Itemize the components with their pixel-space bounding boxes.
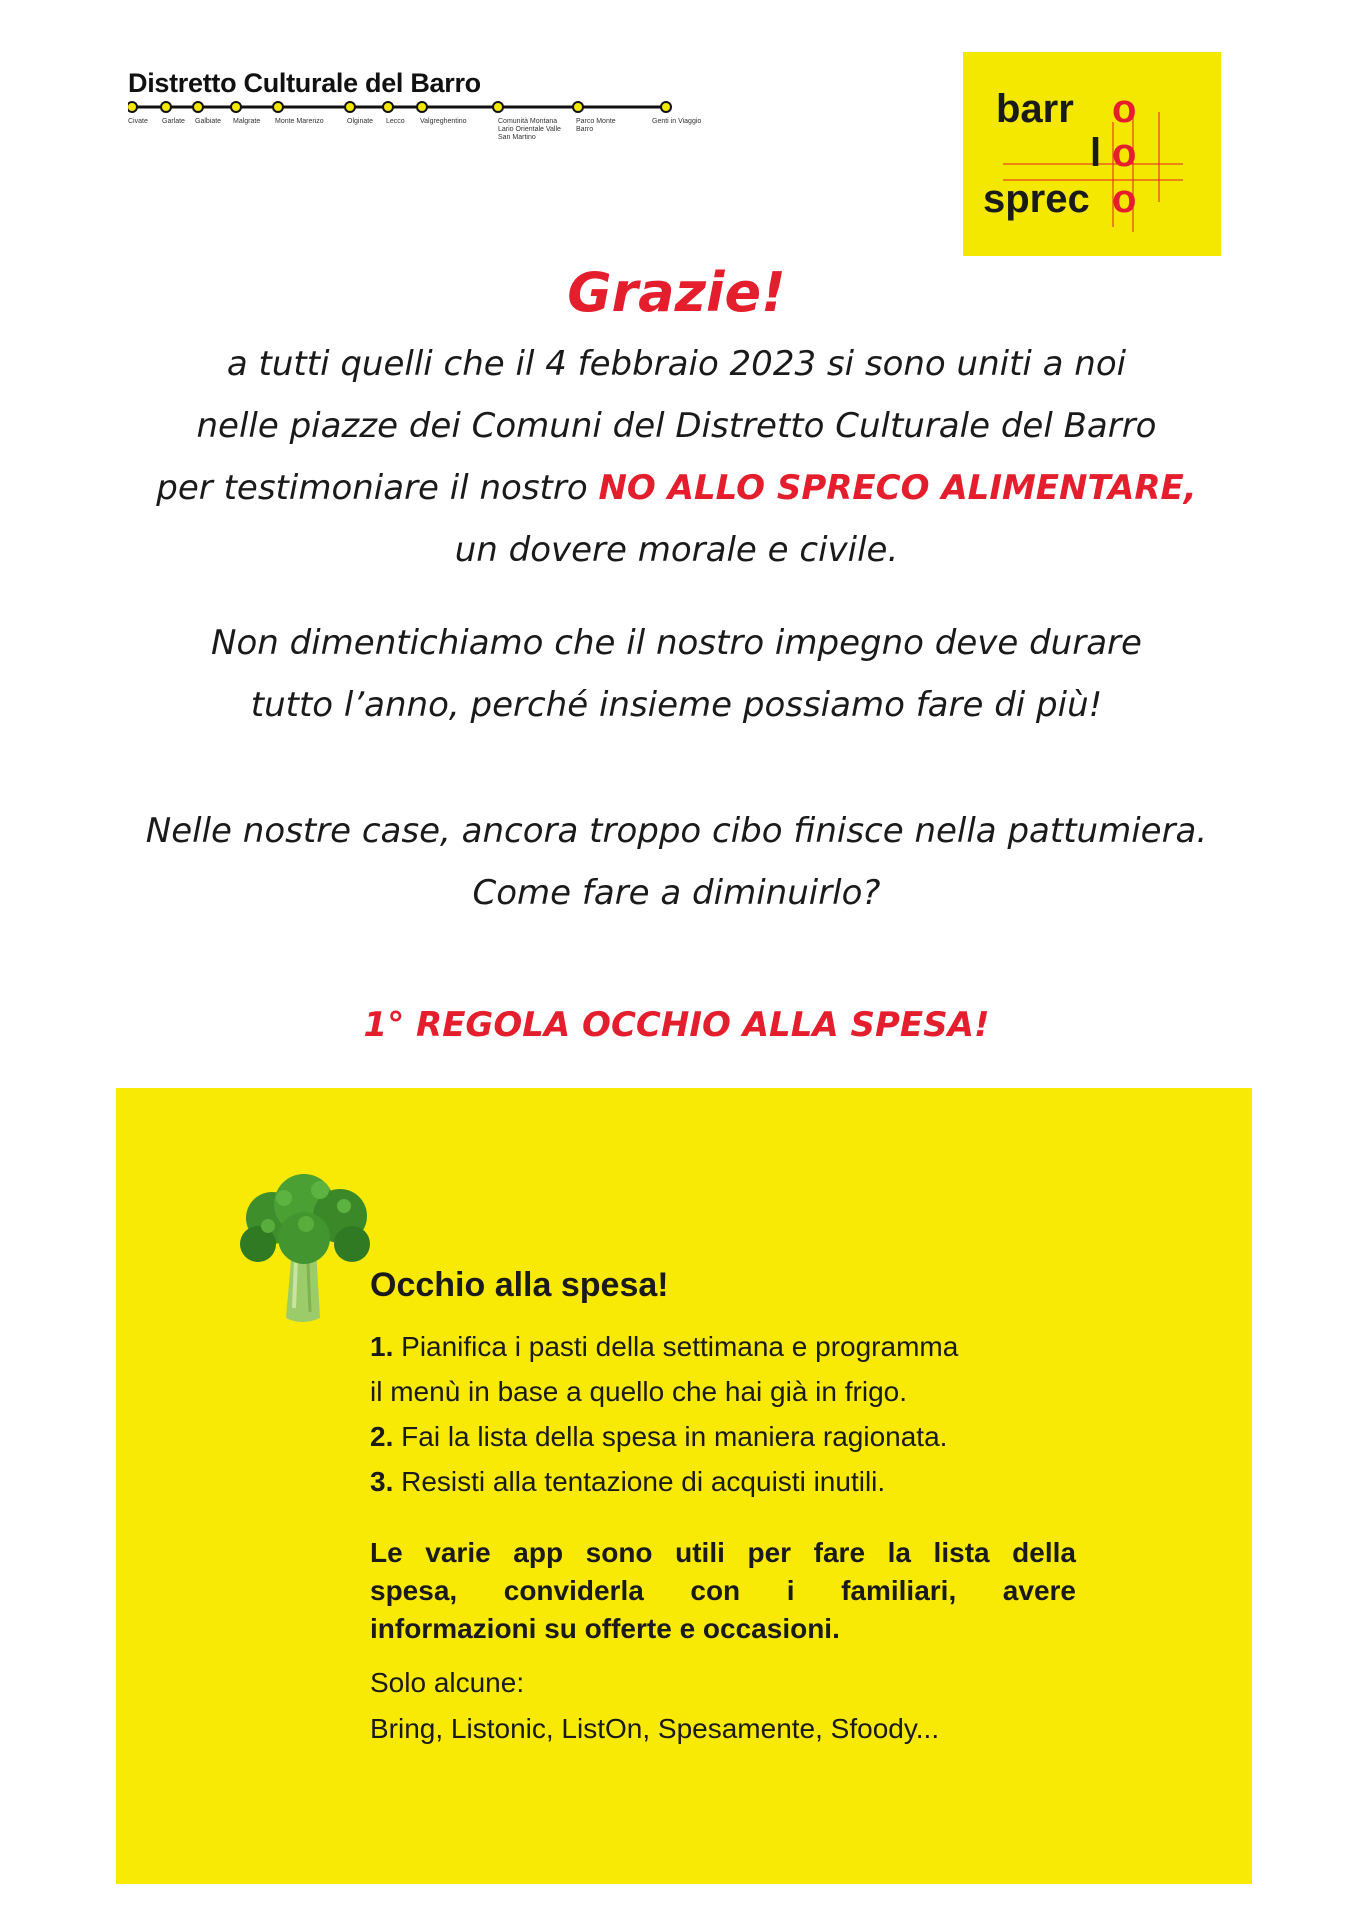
stop-label: Olginate bbox=[347, 118, 374, 125]
list-item bbox=[370, 1459, 958, 1504]
apps-line: informazioni su offerte e occasioni. bbox=[370, 1613, 840, 1644]
stop-label: Monte Marenzo bbox=[275, 118, 324, 125]
list-item bbox=[370, 1369, 958, 1414]
stop-label: Lecco bbox=[386, 118, 405, 125]
stop-label: Parco Monte Barro bbox=[576, 118, 616, 133]
intro-line-text: per testimoniare il nostro bbox=[156, 468, 599, 508]
district-stop-dot bbox=[383, 102, 393, 112]
commitment-paragraph bbox=[0, 612, 1353, 736]
apps-line: Le varie app sono utili per fare la lista della bbox=[370, 1537, 1076, 1568]
tips-list bbox=[370, 1324, 958, 1504]
district-stop-dot bbox=[193, 102, 203, 112]
logo-word-l: l bbox=[1090, 131, 1102, 175]
question-line: Nelle nostre case, ancora troppo cibo finisce nella pattumiera. bbox=[145, 811, 1208, 851]
district-stop-dot bbox=[493, 102, 503, 112]
commitment-line: tutto l’anno, perché insieme possiamo fare di più! bbox=[250, 685, 1103, 725]
district-stop-dot bbox=[231, 102, 241, 112]
barro-lo-spreco-logo bbox=[963, 52, 1221, 256]
item-text: Pianifica i pasti della settimana e programma bbox=[401, 1331, 959, 1362]
item-number: 3. bbox=[370, 1466, 394, 1497]
stop-label: Galbiate bbox=[195, 118, 222, 125]
intro-line: nelle piazze dei Comuni del Distretto Culturale del Barro bbox=[196, 406, 1157, 446]
solo-label: Solo alcune: bbox=[370, 1667, 525, 1698]
district-stop-dot bbox=[345, 102, 355, 112]
district-line-graphic bbox=[128, 98, 718, 118]
stop-label: Valgreghentino bbox=[420, 118, 467, 125]
list-item bbox=[370, 1414, 958, 1459]
apps-paragraph bbox=[370, 1534, 1076, 1648]
apps-examples bbox=[370, 1660, 939, 1752]
tips-card bbox=[116, 1088, 1252, 1884]
stop-label: Garlate bbox=[162, 118, 185, 125]
stop-label: Malgrate bbox=[233, 118, 261, 125]
stop-label: Genti in Viaggio bbox=[652, 118, 702, 125]
logo-letter-o: o bbox=[1112, 177, 1137, 221]
stop-label: Civate bbox=[128, 118, 148, 125]
logo-word-barr: barr bbox=[996, 87, 1074, 131]
district-title: Distretto Culturale del Barro bbox=[128, 68, 481, 98]
intro-line: un dovere morale e civile. bbox=[454, 530, 899, 570]
district-stop-dot bbox=[573, 102, 583, 112]
question-paragraph bbox=[0, 800, 1353, 924]
commitment-line: Non dimentichiamo che il nostro impegno deve durare bbox=[211, 623, 1142, 663]
apps-line: spesa, conviderla con i familiari, avere bbox=[370, 1575, 1076, 1606]
district-stop-dot bbox=[417, 102, 427, 112]
district-stop-dot bbox=[161, 102, 171, 112]
district-stop-dot bbox=[273, 102, 283, 112]
question-line: Come fare a diminuirlo? bbox=[472, 873, 881, 913]
list-item bbox=[370, 1324, 958, 1369]
card-title: Occhio alla spesa! bbox=[370, 1266, 669, 1304]
rule-heading: 1° REGOLA OCCHIO ALLA SPESA! bbox=[363, 1005, 990, 1045]
district-stop-dot bbox=[661, 102, 671, 112]
logo-word-sprec: sprec bbox=[983, 177, 1090, 221]
item-text: Fai la lista della spesa in maniera ragionata. bbox=[401, 1421, 948, 1452]
stop-label: Comunità Montana Lario Orientale Valle San Martino bbox=[498, 118, 561, 141]
logo-letter-o: o bbox=[1112, 131, 1137, 175]
intro-line-3 bbox=[0, 457, 1353, 519]
district-header bbox=[128, 68, 718, 158]
no-waste-highlight: NO ALLO SPRECO ALIMENTARE, bbox=[598, 468, 1197, 508]
logo-letter-o: o bbox=[1112, 87, 1137, 131]
item-text: il menù in base a quello che hai già in frigo. bbox=[370, 1376, 908, 1407]
intro-paragraph bbox=[0, 333, 1353, 581]
item-number: 1. bbox=[370, 1331, 394, 1362]
district-stop-dot bbox=[128, 102, 137, 112]
page-title: Grazie! bbox=[567, 261, 786, 324]
item-text: Resisti alla tentazione di acquisti inutili. bbox=[401, 1466, 886, 1497]
intro-line: a tutti quelli che il 4 febbraio 2023 si sono uniti a noi bbox=[226, 344, 1127, 384]
app-names: Bring, Listonic, ListOn, Spesamente, Sfoody... bbox=[370, 1713, 940, 1744]
item-number: 2. bbox=[370, 1421, 394, 1452]
